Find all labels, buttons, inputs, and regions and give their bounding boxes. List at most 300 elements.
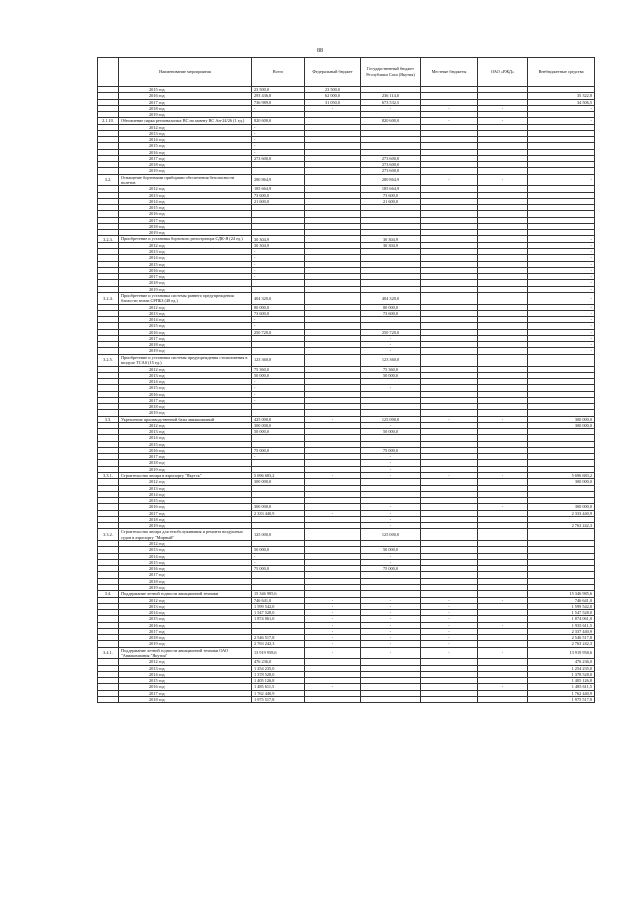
cell-republic: -	[361, 622, 421, 628]
cell-republic: -	[361, 385, 421, 391]
header-republic: Государственный бюджет Республики Саха (Якутия)	[361, 58, 421, 87]
cell-total: 280 864,9	[252, 174, 305, 186]
cell-extrabudget: -	[528, 323, 595, 329]
cell-name: 2013 год	[119, 665, 252, 671]
cell-republic: -	[361, 105, 421, 111]
header-number	[98, 58, 119, 87]
cell-total: 21 600,0	[252, 198, 305, 204]
cell-total: 75 000,0	[252, 447, 305, 453]
cell-name: 2019 год	[119, 641, 252, 647]
cell-total: 30 304,9	[252, 236, 305, 242]
cell-name: 2014 год	[119, 137, 252, 143]
cell-extrabudget: 15 346 985,6	[528, 591, 595, 597]
cell-republic: 125 000,0	[361, 416, 421, 422]
cell-name: 2014 год	[119, 379, 252, 385]
cell-local: -	[421, 641, 478, 647]
cell-number: 3.3.	[98, 416, 119, 422]
cell-name: Поддержание летной годности авиационной техники	[119, 591, 252, 597]
cell-extrabudget: -	[528, 342, 595, 348]
cell-republic: -	[361, 603, 421, 609]
cell-name: 2012 год	[119, 124, 252, 130]
cell-republic: 404 320,0	[361, 292, 421, 304]
cell-name: 2012 год	[119, 422, 252, 428]
header-name: Наименование мероприятия	[119, 58, 252, 87]
cell-name: 2016 год	[119, 329, 252, 335]
cell-local: -	[421, 174, 478, 186]
cell-total: -	[252, 105, 305, 111]
cell-name: 2014 год	[119, 317, 252, 323]
cell-total: 75 360,0	[252, 366, 305, 372]
cell-republic: -	[361, 472, 421, 478]
cell-name: 2014 год	[119, 255, 252, 261]
cell-total: 15 346 985,6	[252, 591, 305, 597]
cell-name: 2017 год	[119, 99, 252, 105]
cell-republic: 273 600,0	[361, 168, 421, 174]
cell-number	[98, 696, 119, 702]
cell-name: 2013 год	[119, 485, 252, 491]
cell-total: 80 000,0	[252, 304, 305, 310]
cell-name: 2018 год	[119, 516, 252, 522]
cell-local	[421, 696, 478, 702]
cell-number: 3.2.3.	[98, 236, 119, 242]
cell-extrabudget: -	[528, 335, 595, 341]
cell-extrabudget: -	[528, 105, 595, 111]
cell-federal: -	[305, 472, 361, 478]
cell-total: 23 500,0	[252, 87, 305, 93]
header-total: Всего	[252, 58, 305, 87]
cell-extrabudget: -	[528, 118, 595, 124]
cell-name: 2019 год	[119, 584, 252, 590]
cell-name: 2019 год	[119, 466, 252, 472]
cell-republic: -	[361, 597, 421, 603]
cell-rzd	[478, 292, 528, 304]
cell-total: 50 000,0	[252, 547, 305, 553]
cell-name: 2015 год	[119, 87, 252, 93]
cell-total: 1 599 542,0	[252, 603, 305, 609]
cell-name: 2015 год	[119, 678, 252, 684]
cell-number: 3.2.	[98, 174, 119, 186]
cell-name: 2018 год	[119, 460, 252, 466]
cell-extrabudget: -	[528, 236, 595, 242]
cell-total: 75 000,0	[252, 566, 305, 572]
cell-republic: 236 114,0	[361, 93, 421, 99]
budget-table	[97, 57, 595, 703]
cell-name: 2017 год	[119, 454, 252, 460]
cell-rzd: -	[478, 647, 528, 659]
cell-name: 2015 год	[119, 498, 252, 504]
cell-local: -	[421, 603, 478, 609]
cell-name: 2019 год	[119, 168, 252, 174]
cell-republic: 50 000,0	[361, 372, 421, 378]
cell-name: 2012 год	[119, 597, 252, 603]
cell-name: 2014 год	[119, 198, 252, 204]
cell-number: 3.4.1.	[98, 647, 119, 659]
cell-federal: -	[305, 416, 361, 422]
cell-rzd: -	[478, 597, 528, 603]
cell-federal: -	[305, 616, 361, 622]
cell-federal: -	[305, 610, 361, 616]
cell-name: Приобретение и установка бортового регистратора СДК-Я (24 ед.)	[119, 236, 252, 242]
cell-republic: 50 000,0	[361, 547, 421, 553]
cell-republic: 75 000,0	[361, 447, 421, 453]
cell-rzd: -	[478, 472, 528, 478]
cell-federal: -	[305, 603, 361, 609]
cell-republic: -	[361, 559, 421, 565]
cell-federal: -	[305, 622, 361, 628]
cell-total: -	[252, 143, 305, 149]
cell-local: -	[421, 616, 478, 622]
cell-total: 1 975 517,8	[252, 696, 305, 702]
cell-federal	[305, 174, 361, 186]
table-row-item	[98, 647, 595, 659]
cell-name: 2019 год	[119, 348, 252, 354]
cell-total: 185 664,9	[252, 186, 305, 192]
cell-extrabudget: 1 935 611,5	[528, 622, 595, 628]
cell-name: 2013 год	[119, 310, 252, 316]
cell-name: Строительство ангара для техобслуживания и ремонта воздушных судов в аэропорту "Мирный"	[119, 529, 252, 541]
cell-federal: -	[305, 647, 361, 659]
cell-federal: -	[305, 597, 361, 603]
cell-total: 293 436,8	[252, 93, 305, 99]
cell-extrabudget: 746 641,0	[528, 597, 595, 603]
cell-federal: -	[305, 684, 361, 690]
cell-total: 476 236,0	[252, 659, 305, 665]
cell-name: Оснащение бортовыми приборами обеспечения безопасности полетов	[119, 174, 252, 186]
cell-rzd: -	[478, 174, 528, 186]
cell-name: 2012 год	[119, 479, 252, 485]
cell-total: -	[252, 267, 305, 273]
cell-extrabudget: 1 405 126,8	[528, 678, 595, 684]
cell-republic: 273 600,0	[361, 162, 421, 168]
cell-name: 2013 год	[119, 130, 252, 136]
cell-extrabudget: -	[528, 242, 595, 248]
cell-rzd: -	[478, 105, 528, 111]
cell-name: 2017 год	[119, 397, 252, 403]
table-row-item	[98, 354, 595, 366]
cell-extrabudget: 5 696 683,2	[528, 472, 595, 478]
cell-total: -	[252, 137, 305, 143]
cell-total: 736 989,0	[252, 99, 305, 105]
cell-name: Обновление парка региональных ВС на замену ВС Ан-24/26 (1 ед.)	[119, 118, 252, 124]
cell-name: Строительство ангара в аэропорту "Якутск"	[119, 472, 252, 478]
cell-republic: -	[361, 628, 421, 634]
cell-name: 2014 год	[119, 491, 252, 497]
cell-extrabudget: 1 378 528,0	[528, 671, 595, 677]
cell-local	[421, 529, 478, 541]
cell-total: -	[252, 391, 305, 397]
cell-total: 2 763 242,3	[252, 641, 305, 647]
cell-local	[421, 354, 478, 366]
cell-extrabudget: 1 547 528,0	[528, 610, 595, 616]
cell-extrabudget: -	[528, 292, 595, 304]
cell-republic: -	[361, 647, 421, 659]
cell-extrabudget: 1 874 061,0	[528, 616, 595, 622]
cell-name: 2015 год	[119, 441, 252, 447]
cell-republic: 185 664,9	[361, 186, 421, 192]
cell-federal	[305, 529, 361, 541]
cell-total: 300 000,0	[252, 479, 305, 485]
cell-extrabudget: 300 000,0	[528, 504, 595, 510]
cell-total: 5 696 683,2	[252, 472, 305, 478]
cell-extrabudget: -	[528, 317, 595, 323]
cell-rzd: -	[478, 416, 528, 422]
cell-federal	[305, 354, 361, 366]
cell-name: 2013 год	[119, 429, 252, 435]
cell-total: -	[252, 124, 305, 130]
cell-republic: -	[361, 635, 421, 641]
cell-name: 2018 год	[119, 162, 252, 168]
cell-name: 2017 год	[119, 690, 252, 696]
cell-name: 2013 год	[119, 547, 252, 553]
cell-extrabudget: 1 485 611,5	[528, 684, 595, 690]
cell-republic: 80 000,0	[361, 304, 421, 310]
cell-local	[421, 292, 478, 304]
cell-name: 2016 год	[119, 684, 252, 690]
cell-total: -	[252, 559, 305, 565]
cell-name: 2012 год	[119, 366, 252, 372]
cell-name: 2019 год	[119, 112, 252, 118]
cell-local: -	[421, 628, 478, 634]
cell-total: 250 720,0	[252, 329, 305, 335]
cell-total: 73 600,0	[252, 310, 305, 316]
cell-total: -	[252, 261, 305, 267]
cell-total: 300 000,0	[252, 504, 305, 510]
cell-name: Приобретение и установка системы раннего предупреждения близости земли СРПБЗ (48 ед.)	[119, 292, 252, 304]
cell-name: 2018 год	[119, 578, 252, 584]
cell-name: 2016 год	[119, 391, 252, 397]
cell-name: 2013 год	[119, 372, 252, 378]
cell-republic: 673 532,5	[361, 99, 421, 105]
cell-local: -	[421, 647, 478, 659]
cell-name: 2018 год	[119, 223, 252, 229]
cell-republic: 820 600,0	[361, 118, 421, 124]
cell-total: 50 000,0	[252, 429, 305, 435]
cell-total: 300 000,0	[252, 422, 305, 428]
cell-total: -	[252, 255, 305, 261]
cell-total: 123 360,0	[252, 354, 305, 366]
cell-republic: -	[361, 422, 421, 428]
cell-extrabudget: -	[528, 329, 595, 335]
cell-total: -	[252, 149, 305, 155]
cell-name: 2016 год	[119, 149, 252, 155]
cell-rzd	[478, 354, 528, 366]
cell-number: 3.4.	[98, 591, 119, 597]
cell-extrabudget: -	[528, 174, 595, 186]
cell-local: -	[421, 416, 478, 422]
cell-federal: -	[305, 105, 361, 111]
cell-federal: 31 050,0	[305, 99, 361, 105]
cell-republic: 75 360,0	[361, 366, 421, 372]
table-row-item	[98, 174, 595, 186]
cell-federal	[305, 696, 361, 702]
cell-name: 2014 год	[119, 553, 252, 559]
table-row	[98, 696, 595, 702]
cell-local: -	[421, 472, 478, 478]
cell-total: 125 000,0	[252, 529, 305, 541]
table-row-item	[98, 292, 595, 304]
cell-extrabudget: -	[528, 310, 595, 316]
table-body	[98, 87, 595, 703]
cell-total: -	[252, 323, 305, 329]
cell-total: 425 000,0	[252, 416, 305, 422]
cell-name: 2015 год	[119, 559, 252, 565]
cell-name: 2014 год	[119, 435, 252, 441]
cell-republic: 123 360,0	[361, 354, 421, 366]
cell-republic: -	[361, 460, 421, 466]
cell-extrabudget: 476 236,0	[528, 659, 595, 665]
cell-federal: -	[305, 641, 361, 647]
cell-total: 1 405 126,8	[252, 678, 305, 684]
cell-total: 273 600,0	[252, 155, 305, 161]
cell-total: 1 485 611,5	[252, 684, 305, 690]
cell-name: 2013 год	[119, 192, 252, 198]
cell-federal	[305, 292, 361, 304]
cell-total: 30 304,9	[252, 242, 305, 248]
cell-extrabudget: -	[528, 348, 595, 354]
cell-extrabudget: -	[528, 255, 595, 261]
cell-name: 2017 год	[119, 572, 252, 578]
cell-local: -	[421, 118, 478, 124]
cell-extrabudget: -	[528, 267, 595, 273]
cell-extrabudget: -	[528, 249, 595, 255]
cell-name: 2014 год	[119, 671, 252, 677]
cell-name: 2019 год	[119, 230, 252, 236]
cell-total: 2 546 517,8	[252, 635, 305, 641]
cell-republic: 73 600,0	[361, 310, 421, 316]
cell-extrabudget: 2 337 440,9	[528, 628, 595, 634]
cell-republic: -	[361, 616, 421, 622]
cell-total: 1 254 235,0	[252, 665, 305, 671]
cell-republic: -	[361, 516, 421, 522]
cell-total: -	[252, 249, 305, 255]
cell-rzd	[478, 529, 528, 541]
cell-name: 2012 год	[119, 304, 252, 310]
cell-extrabudget: -	[528, 286, 595, 292]
cell-local: -	[421, 622, 478, 628]
cell-extrabudget: 34 506,5	[528, 99, 595, 105]
cell-name: 2013 год	[119, 603, 252, 609]
cell-total: -	[252, 379, 305, 385]
cell-name: 2016 год	[119, 566, 252, 572]
cell-extrabudget	[528, 354, 595, 366]
cell-name: 2019 год	[119, 523, 252, 529]
cell-extrabudget: 1 762 440,9	[528, 690, 595, 696]
cell-name: 2016 год	[119, 267, 252, 273]
cell-extrabudget: 1 599 542,0	[528, 603, 595, 609]
cell-republic: -	[361, 510, 421, 516]
cell-federal: 23 500,0	[305, 87, 361, 93]
cell-name: 2016 год	[119, 211, 252, 217]
cell-name: 2012 год	[119, 186, 252, 192]
cell-total: 2 333 440,9	[252, 510, 305, 516]
cell-federal: 62 000,0	[305, 93, 361, 99]
cell-name: 2015 год	[119, 205, 252, 211]
cell-local: -	[421, 597, 478, 603]
cell-federal: -	[305, 628, 361, 634]
cell-federal: -	[305, 635, 361, 641]
cell-republic: -	[361, 348, 421, 354]
cell-total: -	[252, 454, 305, 460]
cell-extrabudget: 300 000,0	[528, 416, 595, 422]
cell-name: 2017 год	[119, 510, 252, 516]
cell-republic	[361, 696, 421, 702]
cell-name: 2016 год	[119, 93, 252, 99]
cell-local: -	[421, 635, 478, 641]
cell-extrabudget: 1 254 235,0	[528, 665, 595, 671]
cell-republic: 73 600,0	[361, 192, 421, 198]
cell-number: 3.3.1.	[98, 472, 119, 478]
cell-republic: 75 000,0	[361, 566, 421, 572]
cell-name: 2012 год	[119, 242, 252, 248]
cell-republic: -	[361, 504, 421, 510]
cell-name: 2017 год	[119, 628, 252, 634]
cell-republic: 125 000,0	[361, 529, 421, 541]
cell-republic: -	[361, 466, 421, 472]
cell-name: 2019 год	[119, 286, 252, 292]
cell-extrabudget: 300 000,0	[528, 479, 595, 485]
cell-local: -	[421, 610, 478, 616]
cell-name: 2018 год	[119, 342, 252, 348]
cell-local: -	[421, 105, 478, 111]
cell-extrabudget: -	[528, 280, 595, 286]
cell-name: 2014 год	[119, 610, 252, 616]
cell-extrabudget	[528, 529, 595, 541]
cell-name: 2015 год	[119, 385, 252, 391]
cell-name: Поддержание летной годности авиационной техники ОАО "Авиакомпания "Якутия"	[119, 647, 252, 659]
cell-total: -	[252, 317, 305, 323]
cell-total: -	[252, 274, 305, 280]
cell-republic: 30 304,9	[361, 242, 421, 248]
cell-republic: 250 720,0	[361, 329, 421, 335]
cell-rzd: -	[478, 684, 528, 690]
header-local: Местные бюджеты	[421, 58, 478, 87]
cell-name: 2018 год	[119, 635, 252, 641]
cell-republic: 280 864,9	[361, 174, 421, 186]
cell-extrabudget: 1 975 517,8	[528, 696, 595, 702]
cell-name: Укрепление производственной базы авиакомпаний	[119, 416, 252, 422]
cell-republic: -	[361, 610, 421, 616]
cell-name: 2016 год	[119, 504, 252, 510]
cell-name: 2017 год	[119, 217, 252, 223]
cell-total: -	[252, 397, 305, 403]
cell-number: 3.2.4.	[98, 292, 119, 304]
cell-name: 2018 год	[119, 280, 252, 286]
cell-name: 2012 год	[119, 659, 252, 665]
cell-rzd: -	[478, 504, 528, 510]
cell-republic: -	[361, 335, 421, 341]
cell-total: 1 874 061,0	[252, 616, 305, 622]
cell-name: 2018 год	[119, 105, 252, 111]
cell-total: 746 641,0	[252, 597, 305, 603]
cell-extrabudget: 2 763 242,3	[528, 641, 595, 647]
cell-total: 1 762 440,9	[252, 690, 305, 696]
cell-number: 2.1.10.	[98, 118, 119, 124]
cell-extrabudget: 2 763 242,3	[528, 523, 595, 529]
cell-total: -	[252, 130, 305, 136]
cell-rzd: -	[478, 118, 528, 124]
cell-republic: -	[361, 342, 421, 348]
cell-name: 2019 год	[119, 410, 252, 416]
cell-name: 2015 год	[119, 616, 252, 622]
cell-total: 50 000,0	[252, 372, 305, 378]
cell-name: 2017 год	[119, 274, 252, 280]
header-rzd: ОАО «РЖД»	[478, 58, 528, 87]
page-number: 88	[317, 48, 323, 54]
cell-republic: -	[361, 523, 421, 529]
cell-republic: -	[361, 454, 421, 460]
cell-name: 2018 год	[119, 696, 252, 702]
cell-extrabudget: 2 546 517,8	[528, 635, 595, 641]
